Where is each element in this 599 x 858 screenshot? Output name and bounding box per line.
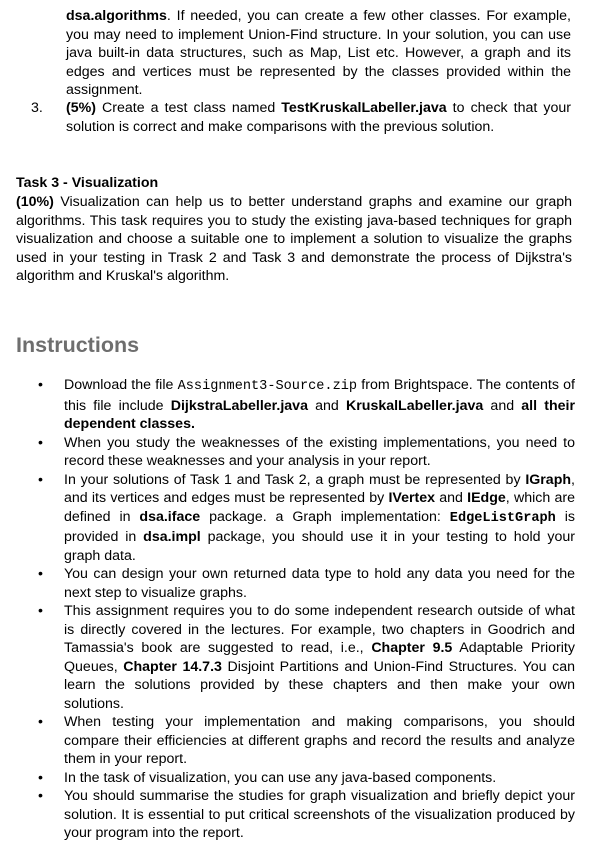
bullet-icon: • xyxy=(38,788,43,804)
list-item: • You can design your own returned data type to hold any data you need for the next step to visualize graphs. xyxy=(38,566,575,601)
list-item: • When you study the weaknesses of the existing implementations, you need to record these weaknesses and your analysis in your report. xyxy=(38,434,575,469)
list-item: • In your solutions of Task 1 and Task 2, a graph must be represented by IGraph, and its vertices and edges must be represented by IVertex and IEdge, which are defined in dsa.iface package. a Graph implementation: EdgeListGraph is provided in dsa.impl package, you should use it in your testing to hold your graph data. xyxy=(38,471,576,564)
instructions-list xyxy=(0,376,575,843)
item-3-text: (5%) Create a test class named TestKruskalLabeller.java to check that your solution is correct and make comparisons with the previous solution. xyxy=(66,100,571,135)
package-name: dsa.algorithms xyxy=(66,8,167,24)
task-3-heading: Task 3 - Visualization xyxy=(16,175,159,191)
bullet-icon: • xyxy=(38,471,43,488)
list-item: • In the task of visualization, you can use any java-based components. xyxy=(38,769,497,786)
list-item: • You should summarise the studies for graph visualization and briefly depict your solution. It is essential to put critical screenshots of the visualization produced by your program into the report. xyxy=(38,788,575,841)
bullet-icon: • xyxy=(38,566,43,582)
item-2-text: dsa.algorithms. If needed, you can create a few other classes. For example, you may need to implement Union-Find structure. In your solution, you can use java built-in data structures, such as Map, List etc. However, a graph and its edges and vertices must be represented by the classes provided within the assignment. xyxy=(66,8,571,98)
instructions-heading: Instructions xyxy=(16,333,140,357)
list-item: • When testing your implementation and making comparisons, you should compare their efficiencies at different graphs and record the results and analyze them in your report. xyxy=(38,714,575,767)
bullet-icon: • xyxy=(38,434,43,451)
list-item-3 xyxy=(31,99,571,136)
bullet-icon: • xyxy=(38,714,43,730)
bullet-icon: • xyxy=(38,769,43,786)
list-item-2-continuation xyxy=(31,7,571,100)
bullet-icon: • xyxy=(38,603,43,619)
bullet-icon: • xyxy=(38,377,43,393)
list-item: • This assignment requires you to do some independent research outside of what is directly covered in the lectures. For example, two chapters in Goodrich and Tamassia's book are suggested to read, i.e., Chapter 9.5 Adaptable Priority Queues, Chapter 14.7.3 Disjoint Partitions and Union-Find Structures. You can learn the solutions provided by these chapters and then make your own solutions. xyxy=(38,603,576,712)
task-3-body: (10%) Visualization can help us to better understand graphs and examine our graph algorithms. This task requires you to study the existing java-based techniques for graph visualization and choose a suitable one to implement a solution to visualize the graphs used in your testing in Trask 2 and Task 3 and demonstrate the process of Dijkstra's algorithm and Kruskal's algorithm. xyxy=(16,194,572,284)
item-number: 3. xyxy=(31,100,43,116)
list-item: • Download the file Assignment3-Source.zip from Brightspace. The contents of this file include DijkstraLabeller.java and KruskalLabeller.java and all their dependent classes. xyxy=(38,377,576,432)
filename: Assignment3-Source.zip xyxy=(177,379,358,394)
class-name: TestKruskalLabeller.java xyxy=(281,100,447,116)
